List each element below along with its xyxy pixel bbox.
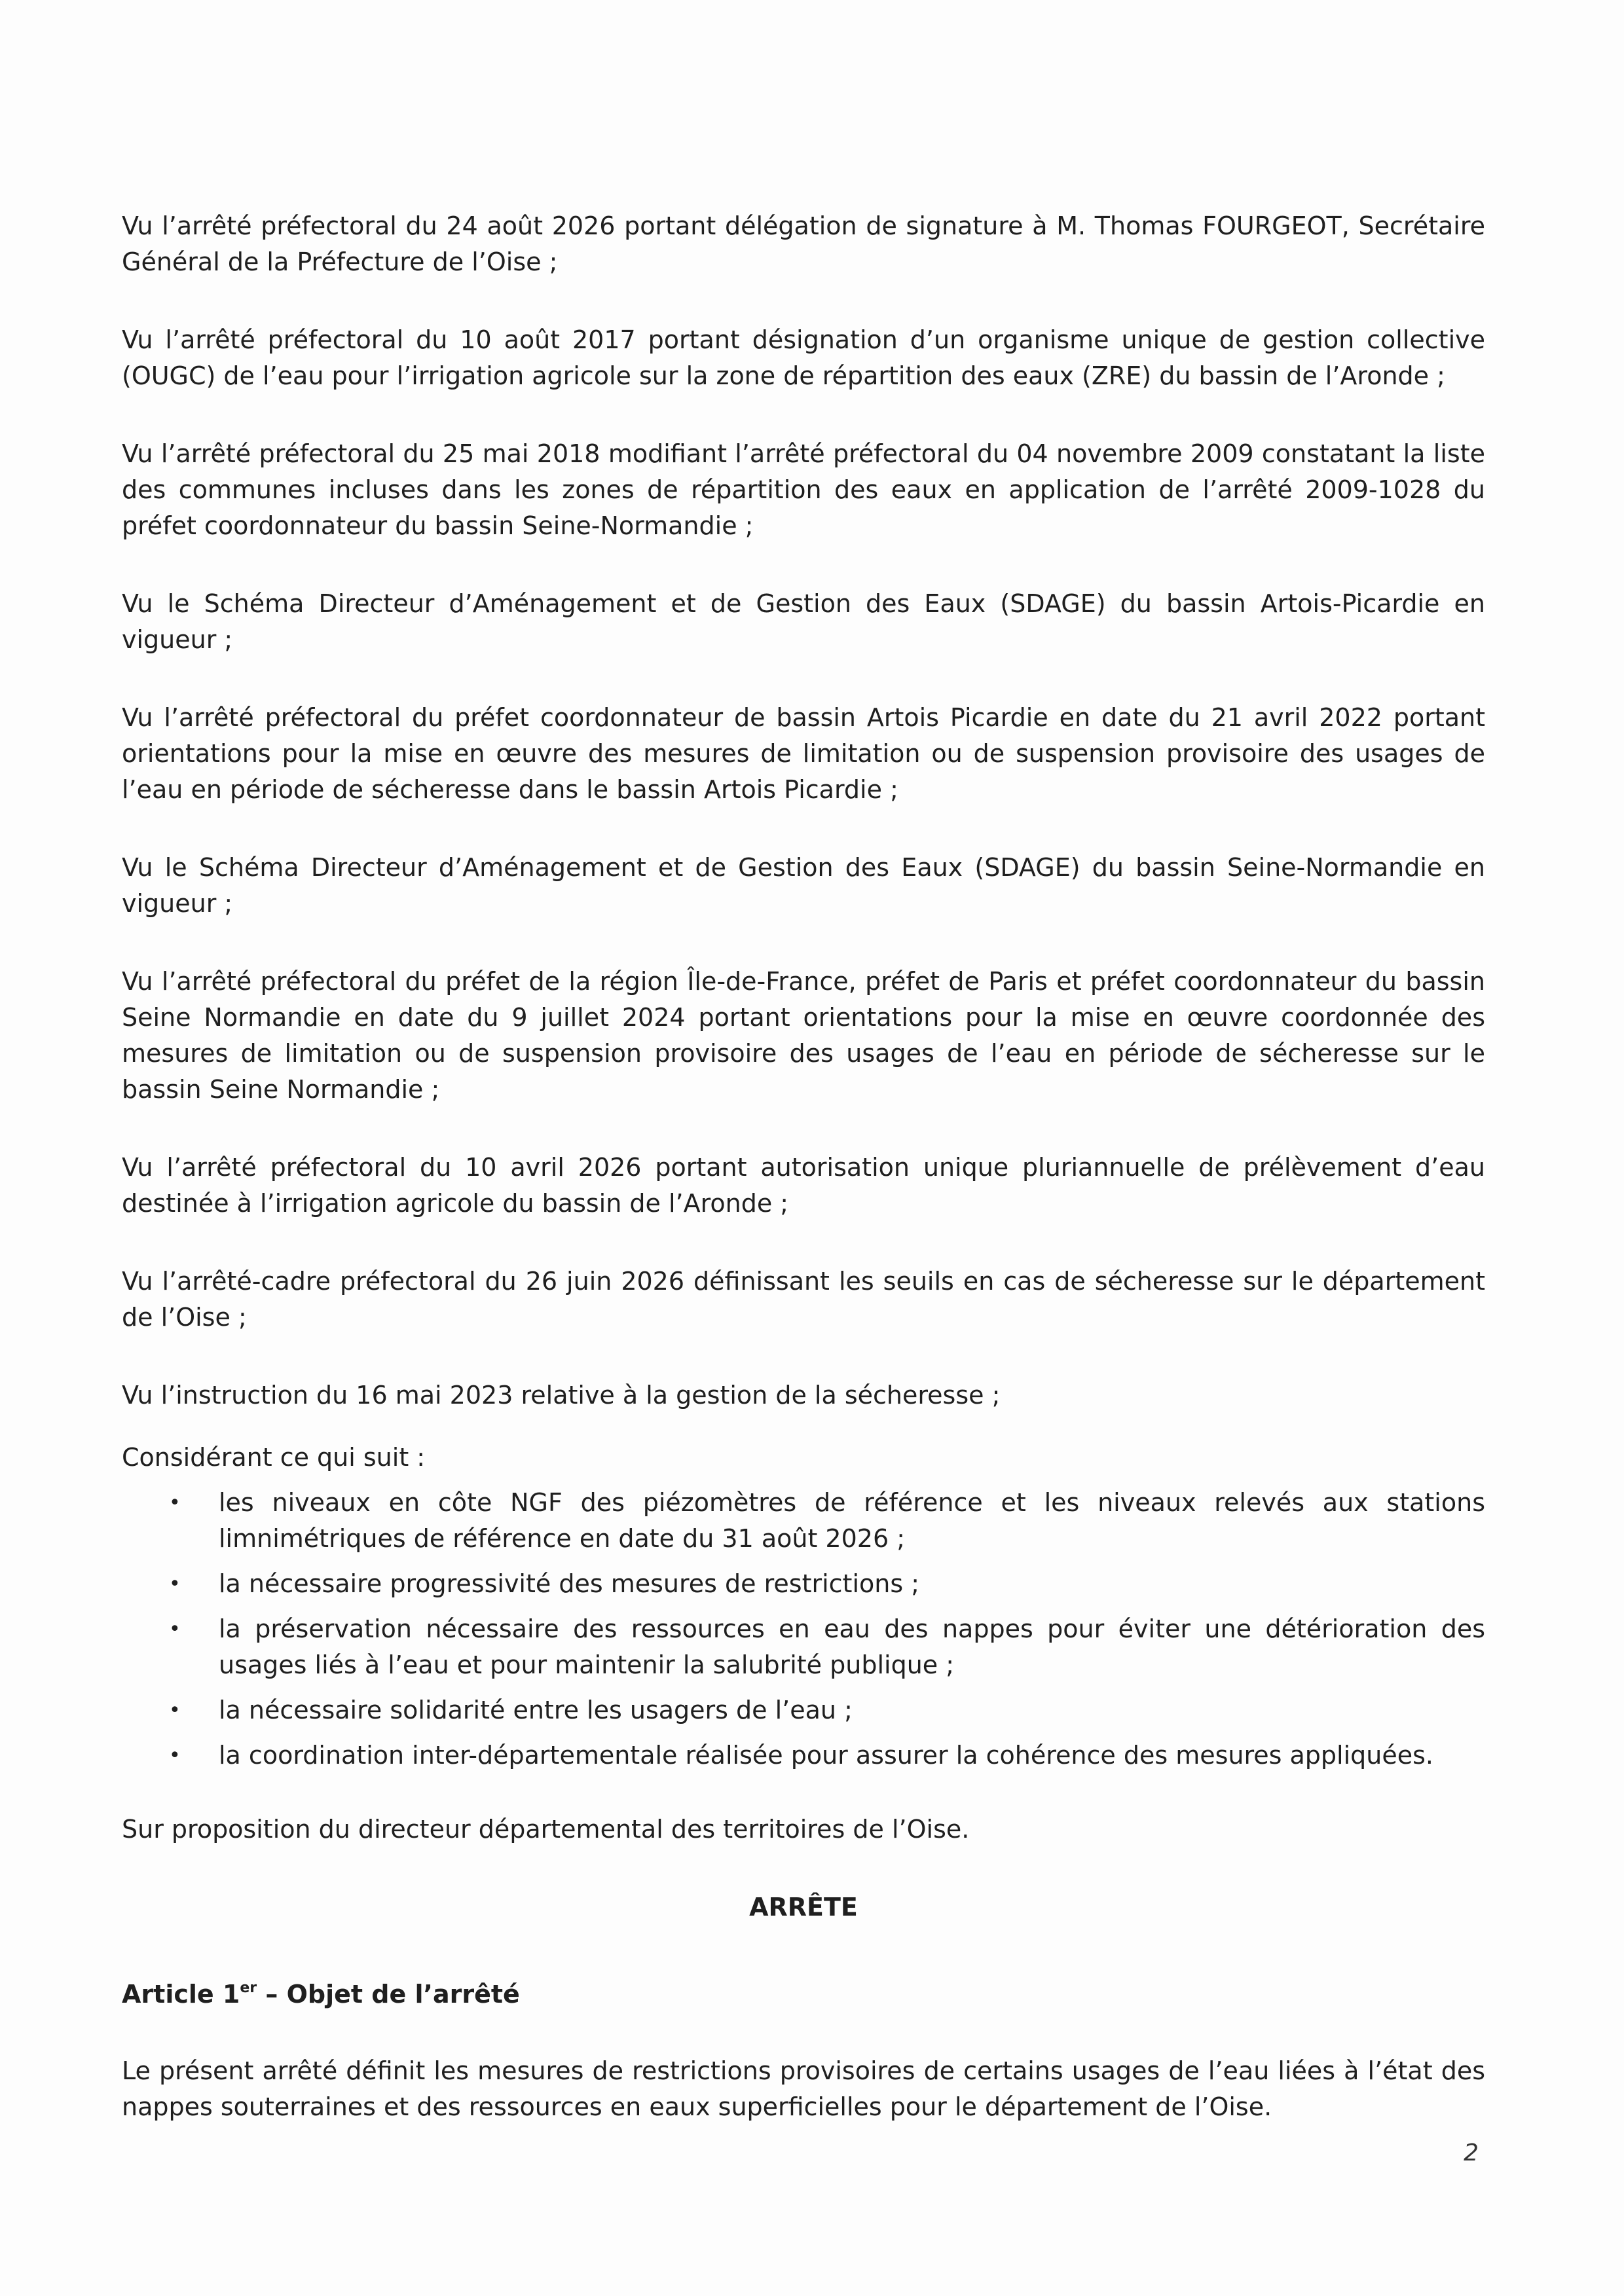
paragraph-visa-5: Vu l’arrêté préfectoral du préfet coordonnateur de bassin Artois Picardie en date du 21 avril 2022 portant orientations pour la mise en œuvre des mesures de limitation ou de suspension provisoire des usages de l’eau en période de sécheresse dans le bassin Artois Picardie ; [122,703,1485,804]
article-title-prefix: Article 1 [122,1980,240,2009]
paragraph-visa-3: Vu l’arrêté préfectoral du 25 mai 2018 modifiant l’arrêté préfectoral du 04 novembre 2009 constatant la liste des communes incluses dans les zones de répartition des eaux en application de l’arrêté 2009-1028 du préfet coordonnateur du bassin Seine-Normandie ; [122,439,1485,540]
article-title [122,1977,1485,2013]
list-item [122,1738,1485,1774]
list-item [122,1485,1485,1557]
list-item-text: la coordination inter-départementale réalisée pour assurer la cohérence des mesures appliquées. [219,1741,1434,1770]
bullet-icon: • [169,1491,181,1514]
proposal-paragraph: Sur proposition du directeur départemental des territoires de l’Oise. [122,1815,970,1844]
article-title-suffix: – Objet de l’arrêté [257,1980,520,2009]
list-item-text: la nécessaire progressivité des mesures de restrictions ; [219,1569,920,1598]
bullet-icon: • [169,1699,181,1722]
considering-list [122,1485,1485,1774]
bullet-icon: • [169,1618,181,1641]
article-title-superscript: er [240,1980,257,1996]
list-item-text: la préservation nécessaire des ressources en eau des nappes pour éviter une détérioration des usages liés à l’eau et pour maintenir la salubrité publique ; [219,1614,1485,1679]
paragraph-visa-8: Vu l’arrêté préfectoral du 10 avril 2026 portant autorisation unique pluriannuelle de prélèvement d’eau destinée à l’irrigation agricole du bassin de l’Aronde ; [122,1153,1485,1218]
decree-title: ARRÊTE [749,1893,858,1922]
paragraph-visa-7: Vu l’arrêté préfectoral du préfet de la région Île-de-France, préfet de Paris et préfet coordonnateur du bassin Seine Normandie en date du 9 juillet 2024 portant orientations pour la mise en œuvre coordonnée des mesures de limitation ou de suspension provisoire des usages de l’eau en période de sécheresse sur le bassin Seine Normandie ; [122,967,1485,1104]
paragraph-visa-9: Vu l’arrêté-cadre préfectoral du 26 juin 2026 définissant les seuils en cas de sécheresse sur le département de l’Oise ; [122,1267,1485,1332]
list-item [122,1692,1485,1728]
paragraph-visa-10: Vu l’instruction du 16 mai 2023 relative à la gestion de la sécheresse ; [122,1381,1001,1410]
article-body: Le présent arrêté définit les mesures de restrictions provisoires de certains usages de l’eau liées à l’état des nappes souterraines et des ressources en eaux superficielles pour le département de l’Oise. [122,2056,1485,2121]
bullet-icon: • [169,1744,181,1767]
document-body [122,208,1485,2167]
list-item [122,1611,1485,1683]
page-number: 2 [1464,2140,1479,2166]
paragraph-visa-2: Vu l’arrêté préfectoral du 10 août 2017 portant désignation d’un organisme unique de gestion collective (OUGC) de l’eau pour l’irrigation agricole sur la zone de répartition des eaux (ZRE) du bassin de l’Aronde ; [122,325,1485,390]
paragraph-visa-4: Vu le Schéma Directeur d’Aménagement et de Gestion des Eaux (SDAGE) du bassin Artois-Picardie en vigueur ; [122,589,1485,654]
list-item [122,1566,1485,1602]
paragraph-visa-1: Vu l’arrêté préfectoral du 24 août 2026 portant délégation de signature à M. Thomas FOURGEOT, Secrétaire Général de la Préfecture de l’Oise ; [122,211,1485,276]
considering-intro: Considérant ce qui suit : [122,1443,426,1472]
list-item-text: la nécessaire solidarité entre les usagers de l’eau ; [219,1696,853,1724]
bullet-icon: • [169,1573,181,1595]
paragraph-visa-6: Vu le Schéma Directeur d’Aménagement et de Gestion des Eaux (SDAGE) du bassin Seine-Normandie en vigueur ; [122,853,1485,918]
list-item-text: les niveaux en côte NGF des piézomètres de référence et les niveaux relevés aux stations limnimétriques de référence en date du 31 août 2026 ; [219,1488,1485,1553]
